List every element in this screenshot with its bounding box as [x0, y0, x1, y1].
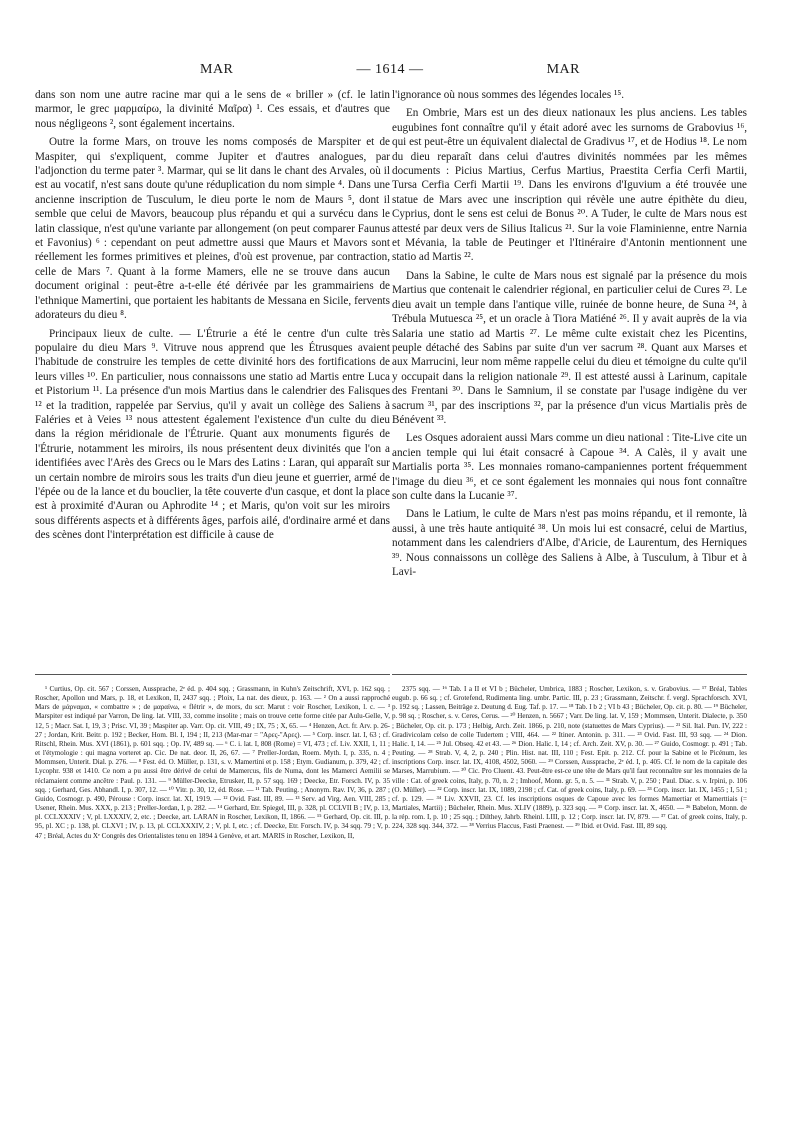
paragraph: Dans le Latium, le culte de Mars n'est pas moins répandu, et il remonte, là aussi, à une très haute antiquité ³⁸. Un mois lui est consacré, celui de Martius, notamment dans les calendriers d'Albe, d'Aricie, de Laurentum, des Herniques ³⁹. Nous connaissons un collège des Saliens à Albe, à Tusculum, à Tibur et à Lavi-: [392, 508, 747, 578]
paragraph: l'ignorance où nous sommes des légendes locales ¹⁵.: [392, 89, 624, 101]
left-footnotes: [35, 685, 390, 841]
paragraph: Les Osques adoraient aussi Mars comme un dieu national : Tite-Live cite un ancien temple qui lui était consacré à Capoue ³⁴. A Calès, il y avait une Martialis porta ³⁵. Les monnaies romano-campaniennes portent fréquemment l'image du dieu ³⁶, et ce sont également les monnaies qui nous font connaître son culte dans la Lucanie ³⁷.: [392, 432, 747, 502]
footnote-block: 2375 sqq. — ¹⁶ Tab. I a II et VI b ; Bücheler, Umbrica, 1883 ; Roscher, Lexikon, s. v. Grabovius. — ¹⁷ Bréal, Tables eugub. p. 66 sq. ; cf. Grotefend, Rudimenta ling. umbr. Partic. III, p. 23 ; Grassmann, Zeitschr. f. vergl. Sprachforsch. XVI, p. 192 sq. ; Lassen, Beiträge z. Deutung d. Eug. Taf. p. 17. — ¹⁸ Tab. I b 2 ; VI b 43 ; Bücheler, Op. cit. p. 80. — ¹⁹ Bücheler, p. 98 sq. ; Roscher, s. v. Ceres, Cerus. — ²⁰ Henzen, n. 5667 ; Varr. De ling. lat. V, 159 ; Mommsen, Unterit. Dialecte, p. 350 ; Bücheler, Op. cit. p. 173 ; Helbig, Arch. Zeit. 1866, p. 210, note (statuettes de Mars Cyprius). — ²¹ Sil. Ital. Pun. IV, 222 : Gradivicolam celso de colle Tudertem ; VIII, 464. — ²² Itiner. Antonin. p. 311. — ²³ Ovid. Fast. III, 93 sqq. — ²⁴ Dion. Halic. I, 14. — ²⁵ Jul. Obseq. 42 et 43. — ²⁶ Dion. Halic. I, 14 ; cf. Arch. Zeit. XV, p. 30. — ²⁷ Guido, Cosmogr. p. 491 ; Tab. Peuting. — ²⁸ Strab. V, 4, 2, p. 240 ; Plin. Hist. nat. III, 110 ; Fest. Epit. p. 212. Cf. pour la Sabine et le Picénum, les inscriptions Corp. inscr. lat. IX, 4108, 4502, 5060. — ²⁹ Corssen, Aussprache, 2ᵉ éd. I, p. 405. Cf. le nom de la capitale des Marses, Marrubium. — ³⁰ Cic. Pro Cluent. 43. Peut-être est-ce une tête de Mars qu'il faut reconnaître sur les monnaies de la ville : Cat. of greek coins, Italy, p. 70, n. 2 ; Imhoof, Monn. gr. 5, n. 5. — ³¹ Strab. V, p. 250 ; Paul. Diac. s. v. Irpini, p. 106 (O. Müller). — ³² Corp. inscr. lat. IX, 1089, 2198 ; cf. Cat. of greek coins, Italy, p. 69. — ³³ Corp. inscr. lat. IX, 1455 ; I, 51 ; cf. p. 129. — ³⁴ Liv. XXVII, 23. Cf. les inscriptions osques de Capoue avec les formes Mamertiar et Mamerttiais (= Martiales, Martii) ; Bücheler, Rhein. Mus. XLIV (1889), p. 323 sqq. — ³⁵ Corp. inscr. lat. X, 4650. — ³⁶ Babelon, Monn. de la rép. rom. I, p. 10 ; 25 sqq. ; Dilthey, Jahrb. Rheinl. LIII, p. 12 ; Corp. inscr. lat. IV, 879. — ³⁷ Cat. of greek coins, Italy, p. 224, 328 sqq. 344, 372. — ³⁸ Verrius Flaccus, Fasti Praenest. — ³⁹ Ibid. et Ovid. Fast. III, 89 sqq.: [392, 685, 747, 831]
header-right-keyword: MAR: [546, 62, 580, 77]
right-footnotes: [392, 685, 747, 832]
paragraph: Outre la forme Mars, on trouve les noms composés de Marspiter et de Maspiter, qui s'expliquent, comme Jupiter et d'autres analogues, par l'adjonction du terme pater ³. Marmar, qui se lit dans le chant des Arvales, où il est au vocatif, n'est sans doute qu'une réduplication du nom simple ⁴. Dans une ancienne inscription de Tusculum, le dieu porte le nom de Maurs ⁵, dont il semble que celui de Mavors, beaucoup plus répandu et qui a survécu dans le latin classique, n'est qu'une variante par allongement (on peut comparer Faunus et Favonius) ⁶ : cependant on peut admettre aussi que Maurs et Mavors sont réellement les formes primitives et pleines, d'où est provenue, par contraction, celle de Mars ⁷. Quant à la forme Mamers, elle ne se trouve dans aucun document original : peut-être a-t-elle été dérivée par les grammairiens de l'ethnique Mamertini, que portaient les habitants de Messana en Sicile, fervents adorateurs du dieu ⁸.: [35, 136, 390, 322]
left-text-column: [35, 88, 390, 543]
page-header: [200, 62, 580, 80]
page-number: — 1614 —: [356, 62, 424, 77]
footnote-divider: [35, 674, 390, 675]
footnote-block: ¹ Curtius, Op. cit. 567 ; Corssen, Aussprache, 2ᵉ éd. p. 404 sqq. ; Grassmann, in Kuhn's Zeitschrift, XVI, p. 162 sqq. ; Roscher, Apollon und Mars, p. 18, et Lexikon, II, 2437 sqq. ; Ploix, La nat. des dieux, p. 163. — ² On a aussi rapproché Mars de μάρναμαι, « combattre » ; de μαραίνω, « flétrir », de mors, du scr. Marut : voir Roscher, Lexikon, l. c. — ³ Marspiter est indiqué par Varron, De ling. lat. VIII, 33, comme insolite ; mais on trouve cette forme citée par Aulu-Gelle, V, 12, 5 ; Macr. Sat. I, 19, 3 ; Prisc. VI, 39 ; Maspiter ap. Varr. Op. cit. VIII, 49 ; IX, 75 ; X, 65. — ⁴ Henzen, Act. fr. Arv. p. 26-27 ; Jordan, Krit. Beitr. p. 192 ; Becker, Hom. Bl. I, 194 ; II, 213 (Mar-mar = "Αρες-"Αρες). — ⁵ Corp. inscr. lat. I, 63 ; cf. Ritschl, Rhein. Mus. XVI (1861), p. 601 sqq. ; Op. IV, 489 sq. — ⁶ C. i. lat. I, 808 (Rome) = VI, 473 ; cf. Liv. XXII, 1, 11 ; et l'étymologie : qui magna vorteret ap. Cic. De nat. deor. II, 26, 67. — ⁷ Preller-Jordan, Roem. Myth. I, p. 335, n. 4 ; Mommsen, Unterit. Dial. p. 276. — ⁸ Fest. éd. O. Müller, p. 131, s. v. Mamertini et p. 158 ; Etym. Gudianum, p. 379, 42 ; cf. Lycophr. 938 et 1410. Ce nom a pu aussi être dérivé de celui de Mamercus, fils de Numa, dont les Mamerci Aemilii se réclamaient comme ancêtre : Paul. p. 131. — ⁹ Müller-Deecke, Etrusker, II, p. 57 sqq. 169 ; Deecke, Etr. Forsch. IV, p. 35 sqq. ; Gerhard, Ges. Abhandl. I, p. 307, 12. — ¹⁰ Vitr. p. 30, 12, éd. Rose. — ¹¹ Tab. Peuting. ; Anonym. Rav. IV, 36, p. 287 ; Guido, Cosmogr. p. 490, Pérouse : Corp. inscr. lat. XI, 1919. — ¹² Ovid. Fast. III, 89. — ¹³ Serv. ad Virg. Aen. VIII, 285 ; Usener, Rhein. Mus. XXX, p. 213 ; Preller-Jordan, I, p. 282. — ¹⁴ Gerhard, Etr. Spiegel, III, p. 328, pl. CCLVII B ; IV, p. 13, pl. CCLXXXIV ; V, pl. LXXXIV, 2, etc. ; Deecke, art. LARAN in Roscher, Lexikon, II, 1866. — ¹⁵ Gerhard, Op. cit. III, p. 95, pl. XC ; p. 138, pl. CLXVI ; IV, p. 13, pl. CCLXXXIV, 2 ; V, pl. I, etc. ; cf. Deecke, Etr. Forsch. IV, p. 34 sqq. 79 ; V, p. 47 ; Bréal, Actes du Xᵉ Congrès des Orientalistes tenu en 1894 à Genève, et art. MARIS in Roscher, Lexikon, II,: [35, 685, 390, 840]
paragraph: dans son nom une autre racine mar qui a le sens de « briller » (cf. le latin marmor, le grec μαρμαίρω, la divinité Μαῖρα) ¹. Ces essais, et d'autres que nous négligeons ², sont également incertains.: [35, 89, 390, 130]
paragraph: Principaux lieux de culte. — L'Étrurie a été le centre d'un culte très populaire du dieu Mars ⁹. Vitruve nous apprend que les Étrusques avaient l'habitude de construire les temples de cette divinité hors des fortifications de leurs villes ¹⁰. En particulier, nous connaissons une statio ad Martis entre Luca et Pistorium ¹¹. La présence d'un mois Martius dans le calendrier des Falisques ¹² et la tradition, rappelée par Servius, qu'il y avait un collège des Saliens à Faléries et à Veies ¹³ nous attestent également l'existence d'un culte du dieu dans la région méridionale de l'Étrurie. Quant aux monuments figurés de l'Étrurie, notamment les miroirs, ils nous présentent deux divinités que l'on a identifiées avec l'Arès des Grecs ou le Mars des Latins : Laran, qui apparaît sur un certain nombre de miroirs sous les traits d'un dieu jeune et guerrier, armé de l'épée ou de la lance et du bouclier, la tête couverte d'un casque, et dont la place est à proximité d'Auran ou Aphrodite ¹⁴ ; et Maris, qu'on voit sur les miroirs sous différents aspects et à différents âges, parfois ailé, d'ordinaire armé et dans des scènes dont l'interprétation est difficile à cause de: [35, 327, 390, 542]
right-text-column: [392, 88, 747, 579]
footnote-divider: [392, 674, 747, 675]
paragraph: En Ombrie, Mars est un des dieux nationaux les plus anciens. Les tables eugubines font connaître qu'il y était adoré avec les surnoms de Grabovius ¹⁶, qui est peut-être un équivalent dialectal de Gradivus ¹⁷, et de Hodius ¹⁸. Le nom du dieu reparaît dans celui d'autres divinités nommées par les mêmes documents : Picius Martius, Cerfus Martius, Praestita Cerfia Cerfi Martii, Tursa Cerfia Cerfi Martii ¹⁹. Dans les environs d'Iguvium a été trouvée une statue de Mars avec une inscription qui révèle une autre épithète du dieu, Cyprius, dont le sens est celui de Bonus ²⁰. A Tuder, le culte de Mars nous est attesté par deux vers de Silius Italicus ²¹. Sur la voie Flaminienne, entre Narnia et Mévania, la table de Peutinger et l'Itinéraire d'Antonin mentionnent une statio ad Martis ²².: [392, 107, 747, 264]
paragraph: Dans la Sabine, le culte de Mars nous est signalé par la présence du mois Martius que contenait le calendrier régional, en particulier celui de Cures ²³. Le dieu avait un temple dans l'antique ville, ruinée de bonne heure, de Suna ²⁴, à Trébula Mutuesca ²⁵, et un oracle à Tiora Matiéné ²⁶. Il y avait auprès de la via Salaria une statio ad Martis ²⁷. Le même culte existait chez les Picentins, peuple détaché des Sabins par suite d'un ver sacrum ²⁸. Quant aux Marses et aux Marrucini, leur nom même rappelle celui du dieu et témoigne du culte qu'il y occupait dans la religion nationale ²⁹. Il est attesté aussi à Larinum, capitale des Frentani ³⁰. Dans le Samnium, il se constate par l'usage indigène du ver sacrum ³¹, par des inscriptions ³², par la présence d'un vicus Martialis près de Bénévent ³³.: [392, 269, 747, 426]
header-left-keyword: MAR: [200, 62, 234, 77]
